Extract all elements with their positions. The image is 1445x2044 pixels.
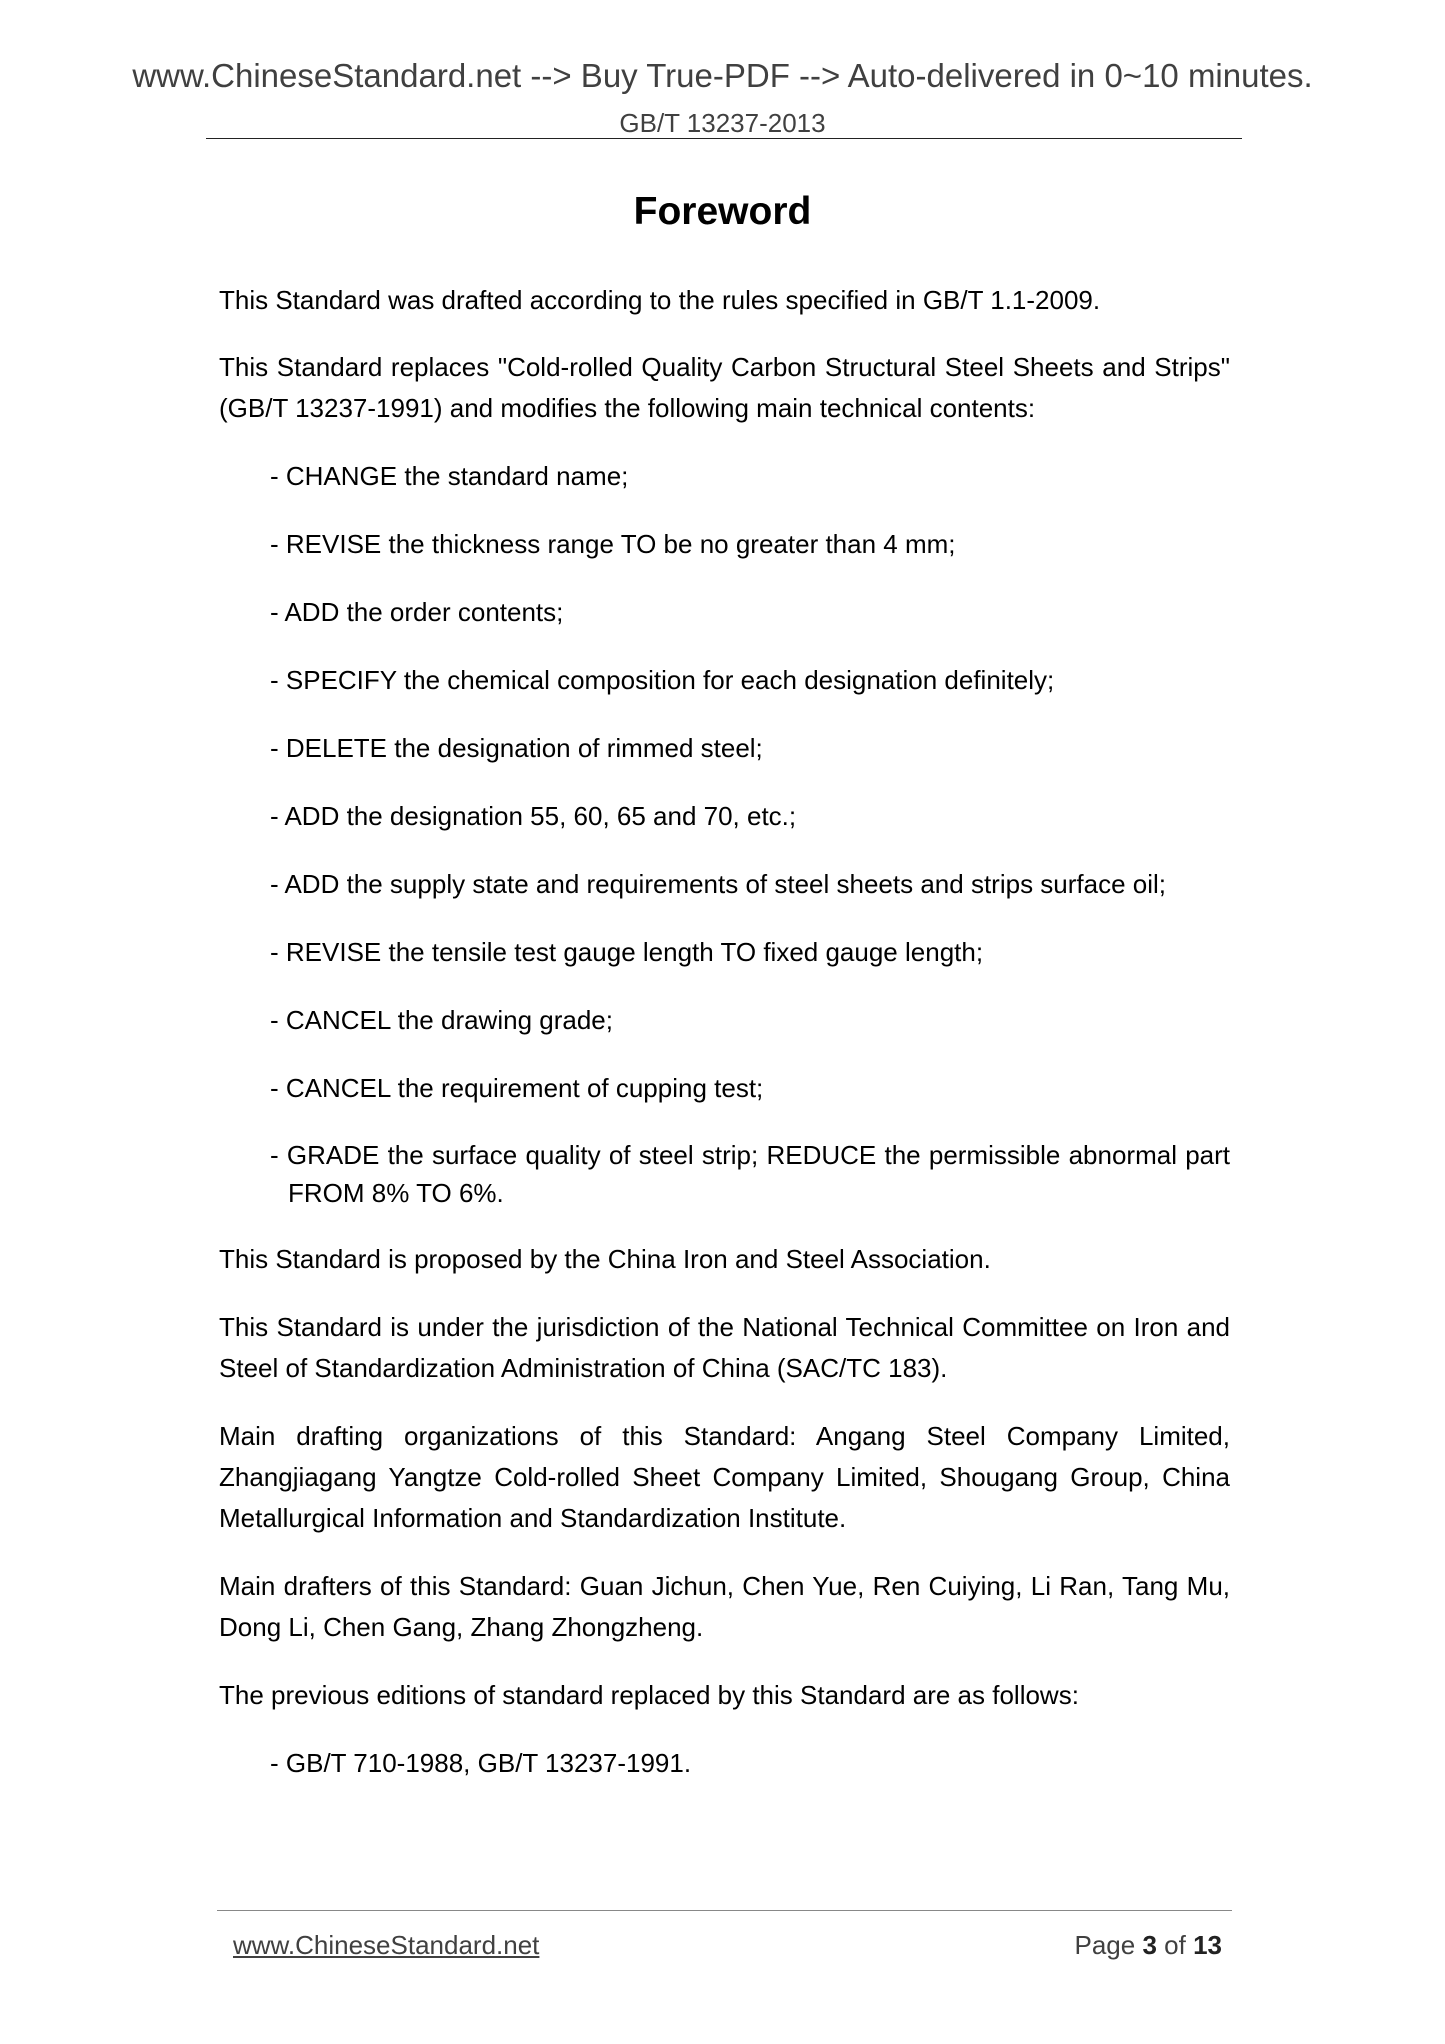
page-title: Foreword xyxy=(633,190,812,233)
site-banner[interactable]: www.ChineseStandard.net --> Buy True-PDF --> Auto-delivered in 0~10 minutes. xyxy=(132,57,1313,94)
list-item: - GB/T 710-1988, GB/T 13237-1991. xyxy=(270,1748,692,1778)
footer-divider xyxy=(217,1910,1232,1911)
list-item: - REVISE the thickness range TO be no greater than 4 mm; xyxy=(270,529,956,559)
list-item: - ADD the supply state and requirements of steel sheets and strips surface oil; xyxy=(270,869,1167,899)
paragraph-replaces: This Standard replaces "Cold-rolled Quality Carbon Structural Steel Sheets and Strips" (GB/T 13237-1991) and modifies the following main technical contents: xyxy=(219,352,1230,423)
header-divider xyxy=(206,138,1242,139)
paragraph-drafting-organizations: Main drafting organizations of this Standard: Angang Steel Company Limited, Zhangjiagang Yangtze Cold-rolled Sheet Company Limited, Shougang Group, China Metallurgical Information and Standardization Institute. xyxy=(219,1421,1230,1533)
paragraph-previous-editions: The previous editions of standard replaced by this Standard are as follows: xyxy=(219,1680,1079,1710)
list-item: - DELETE the designation of rimmed steel; xyxy=(270,733,763,763)
page-total: 13 xyxy=(1193,1930,1222,1960)
list-item: - CANCEL the drawing grade; xyxy=(270,1005,613,1035)
of-label: of xyxy=(1164,1930,1186,1960)
list-item: - ADD the order contents; xyxy=(270,597,564,627)
list-item: - REVISE the tensile test gauge length TO fixed gauge length; xyxy=(270,937,984,967)
list-item: - SPECIFY the chemical composition for each designation definitely; xyxy=(270,665,1055,695)
paragraph-drafters: Main drafters of this Standard: Guan Jichun, Chen Yue, Ren Cuiying, Li Ran, Tang Mu, Dong Li, Chen Gang, Zhang Zhongzheng. xyxy=(219,1571,1230,1642)
page-label: Page xyxy=(1074,1930,1136,1960)
paragraph-proposed-by: This Standard is proposed by the China Iron and Steel Association. xyxy=(219,1244,991,1274)
list-item: - CANCEL the requirement of cupping test; xyxy=(270,1073,764,1103)
foreword-body xyxy=(219,280,1230,1811)
page-indicator xyxy=(1074,1928,1222,1962)
previous-editions-list xyxy=(219,1743,1230,1784)
paragraph-drafting-rules: This Standard was drafted according to the rules specified in GB/T 1.1-2009. xyxy=(219,285,1101,315)
footer-site-link[interactable]: www.ChineseStandard.net xyxy=(233,1930,540,1960)
paragraph-jurisdiction: This Standard is under the jurisdiction of the National Technical Committee on Iron and Steel of Standardization Administration of China (SAC/TC 183). xyxy=(219,1312,1230,1383)
list-item: - CHANGE the standard name; xyxy=(270,461,629,491)
list-item: - ADD the designation 55, 60, 65 and 70, etc.; xyxy=(270,801,797,831)
list-item: - GRADE the surface quality of steel strip; REDUCE the permissible abnormal part FROM 8% TO 6%. xyxy=(270,1140,1230,1208)
document-number: GB/T 13237-2013 xyxy=(619,108,826,138)
page-number: 3 xyxy=(1142,1930,1157,1960)
changes-list xyxy=(219,456,1230,1212)
